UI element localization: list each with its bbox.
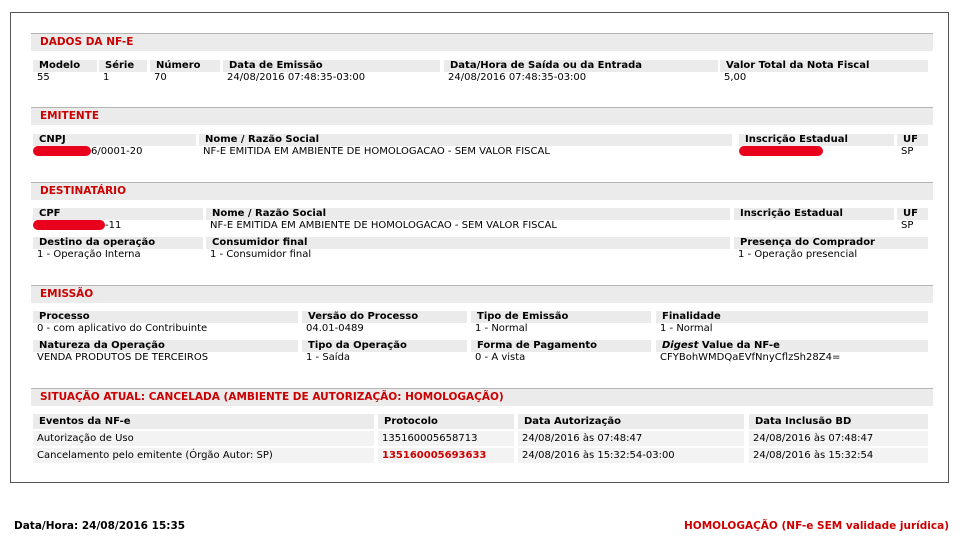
field-numero-label: Número: [150, 60, 220, 72]
field-forma-pagamento: [471, 340, 651, 364]
field-tipo-emissao-label: Tipo de Emissão: [471, 311, 651, 323]
field-presenca-comprador-label: Presença do Comprador: [734, 237, 928, 249]
redaction-mark: [33, 220, 105, 230]
section-situacao-title: SITUAÇÃO ATUAL: CANCELADA (AMBIENTE DE AUTORIZAÇÃO: HOMOLOGAÇÃO): [31, 388, 933, 406]
field-emitente-ie: [739, 134, 894, 158]
event-protocolo-link[interactable]: 135160005693633: [378, 448, 514, 463]
field-data-saida-label: Data/Hora de Saída ou da Entrada: [444, 60, 718, 72]
field-natureza-operacao: [33, 340, 298, 364]
field-emitente-ie-label: Inscrição Estadual: [739, 134, 894, 146]
field-versao-processo-value: 04.01-0489: [306, 323, 364, 334]
event-data-autorizacao: 24/08/2016 às 07:48:47: [518, 431, 744, 446]
footer-datetime: Data/Hora: 24/08/2016 15:35: [14, 520, 186, 532]
field-consumidor-final: [206, 237, 730, 261]
field-destino-operacao: [33, 237, 203, 261]
section-emitente-title: EMITENTE: [31, 107, 933, 125]
field-finalidade: [656, 311, 928, 335]
field-dest-nome-value: NF-E EMITIDA EM AMBIENTE DE HOMOLOGACAO - SEM VALOR FISCAL: [210, 220, 557, 231]
field-emitente-nome-value: NF-E EMITIDA EM AMBIENTE DE HOMOLOGACAO - SEM VALOR FISCAL: [203, 146, 550, 157]
field-tipo-emissao-value: 1 - Normal: [475, 323, 528, 334]
event-protocolo: 135160005658713: [378, 431, 514, 446]
field-presenca-comprador-value: 1 - Operação presencial: [738, 249, 858, 260]
field-processo-value: 0 - com aplicativo do Contribuinte: [37, 323, 208, 334]
field-versao-processo: [302, 311, 467, 335]
section-emissao-title: EMISSÃO: [31, 285, 933, 303]
field-dest-ie: [734, 208, 894, 232]
field-destino-operacao-label: Destino da operação: [33, 237, 203, 249]
field-emitente-cnpj: [33, 134, 196, 158]
events-header-data-inclusao: Data Inclusão BD: [749, 414, 928, 429]
field-tipo-operacao: [302, 340, 467, 364]
field-forma-pagamento-value: 0 - À vista: [475, 352, 526, 363]
field-dest-uf: [897, 208, 928, 232]
redaction-mark: [33, 146, 91, 156]
field-dest-nome-label: Nome / Razão Social: [206, 208, 730, 220]
field-serie-value: 1: [103, 72, 110, 83]
field-numero-value: 70: [154, 72, 167, 83]
field-tipo-operacao-label: Tipo da Operação: [302, 340, 467, 352]
event-data-inclusao: 24/08/2016 às 07:48:47: [749, 431, 928, 446]
events-header-protocolo: Protocolo: [378, 414, 514, 429]
field-digest-value-text: CFYBohWMDQaEVfNnyCflzSh28Z4=: [660, 352, 841, 363]
field-serie: [99, 60, 147, 84]
field-emitente-cnpj-label: CNPJ: [33, 134, 196, 146]
field-consumidor-final-label: Consumidor final: [206, 237, 730, 249]
section-dados-title: DADOS DA NF-E: [31, 33, 933, 51]
field-data-emissao: [223, 60, 440, 84]
field-tipo-operacao-value: 1 - Saída: [306, 352, 351, 363]
field-destino-operacao-value: 1 - Operação Interna: [37, 249, 141, 260]
field-valor-total: [720, 60, 928, 84]
field-data-emissao-value: 24/08/2016 07:48:35-03:00: [227, 72, 366, 83]
event-name: Autorização de Uso: [33, 431, 374, 446]
field-digest-label: Digest Value da NF-e: [656, 340, 928, 352]
field-dest-cpf-label: CPF: [33, 208, 203, 220]
field-dest-cpf: [33, 208, 203, 232]
field-natureza-operacao-label: Natureza da Operação: [33, 340, 298, 352]
field-natureza-operacao-value: VENDA PRODUTOS DE TERCEIROS: [37, 352, 209, 363]
events-header-eventos: Eventos da NF-e: [33, 414, 374, 429]
field-dest-ie-label: Inscrição Estadual: [734, 208, 894, 220]
field-emitente-uf-label: UF: [897, 134, 928, 146]
field-dest-cpf-value: -11: [105, 220, 122, 231]
field-modelo: [33, 60, 97, 84]
field-presenca-comprador: [734, 237, 928, 261]
field-tipo-emissao: [471, 311, 651, 335]
field-data-emissao-label: Data de Emissão: [223, 60, 440, 72]
field-numero: [150, 60, 220, 84]
field-emitente-uf-value: SP: [901, 146, 914, 157]
field-processo: [33, 311, 298, 335]
event-name: Cancelamento pelo emitente (Órgão Autor: SP): [33, 448, 374, 463]
redaction-mark: [739, 146, 823, 156]
field-emitente-nome-label: Nome / Razão Social: [199, 134, 732, 146]
field-modelo-value: 55: [37, 72, 50, 83]
field-dest-nome: [206, 208, 730, 232]
field-emitente-uf: [897, 134, 928, 158]
field-modelo-label: Modelo: [33, 60, 97, 72]
field-versao-processo-label: Versão do Processo: [302, 311, 467, 323]
field-finalidade-value: 1 - Normal: [660, 323, 713, 334]
field-emitente-cnpj-value: 6/0001-20: [91, 146, 143, 157]
field-dest-uf-value: SP: [901, 220, 914, 231]
field-valor-total-label: Valor Total da Nota Fiscal: [720, 60, 928, 72]
field-dest-uf-label: UF: [897, 208, 928, 220]
field-consumidor-final-value: 1 - Consumidor final: [210, 249, 312, 260]
events-header-data-autorizacao: Data Autorização: [518, 414, 744, 429]
field-forma-pagamento-label: Forma de Pagamento: [471, 340, 651, 352]
event-data-autorizacao: 24/08/2016 às 15:32:54-03:00: [518, 448, 744, 463]
field-data-saida: [444, 60, 718, 84]
field-valor-total-value: 5,00: [724, 72, 747, 83]
event-data-inclusao: 24/08/2016 às 15:32:54: [749, 448, 928, 463]
footer-homologacao-notice: HOMOLOGAÇÃO (NF-e SEM validade jurídica): [684, 520, 949, 532]
field-data-saida-value: 24/08/2016 07:48:35-03:00: [448, 72, 587, 83]
field-processo-label: Processo: [33, 311, 298, 323]
field-serie-label: Série: [99, 60, 147, 72]
field-emitente-nome: [199, 134, 732, 158]
field-finalidade-label: Finalidade: [656, 311, 928, 323]
field-digest-value: [656, 340, 928, 364]
section-destinatario-title: DESTINATÁRIO: [31, 182, 933, 200]
